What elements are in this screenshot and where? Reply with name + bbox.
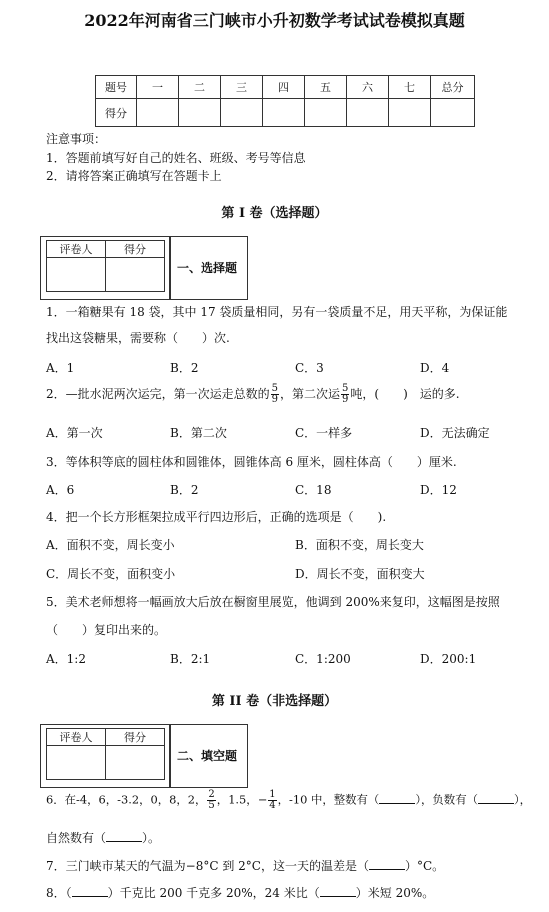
score-cell	[389, 99, 431, 127]
question-text	[46, 829, 160, 846]
section1-label: 一、选择题	[177, 261, 238, 275]
fraction	[268, 790, 276, 811]
question-text-part: 6．在-4，6，-3.2，0，8，2，	[46, 792, 207, 807]
fraction-denominator: 5	[208, 800, 215, 811]
fraction-numerator: 5	[271, 383, 279, 394]
note-item: 2．请将答案正确填写在答题卡上	[46, 169, 222, 183]
option-d: D．12	[420, 483, 457, 497]
option-a: A．6	[46, 483, 75, 497]
option-b: B．2	[170, 361, 199, 375]
question-text: （ ）复印出来的。	[46, 623, 167, 637]
fraction-numerator: 1	[269, 789, 276, 800]
score-cell	[431, 99, 475, 127]
fraction-denominator: 9	[342, 394, 349, 405]
score-header-cell: 总分	[431, 76, 475, 99]
option-a: A．第一次	[46, 426, 103, 440]
option-c: C．周长不变，面积变小	[46, 567, 176, 581]
grader-col-label: 得分	[106, 729, 165, 746]
question-text-part: 7．三门峡市某天的气温为−8°C 到 2°C，这一天的温差是（	[46, 859, 369, 873]
question-text	[46, 857, 444, 874]
grader-table	[46, 240, 165, 292]
score-cell	[221, 99, 263, 127]
question-text-part: ）米短 20%。	[355, 886, 435, 900]
fraction-denominator: 4	[269, 800, 276, 811]
fraction-denominator: 9	[271, 394, 279, 405]
option-a: A．1:2	[46, 652, 86, 666]
score-header-cell: 七	[389, 76, 431, 99]
question-text	[46, 884, 434, 901]
question-text-part: ），负数有（	[415, 792, 478, 807]
option-d: D．无法确定	[420, 426, 490, 440]
page-title: 2022年河南省三门峡市小升初数学考试试卷模拟真题	[84, 11, 465, 30]
question-text-part: ），	[513, 792, 532, 807]
part1-title: 第 I 卷（选择题）	[221, 206, 328, 221]
section2-label: 二、填空题	[177, 749, 238, 763]
grader-cell	[47, 258, 106, 292]
question-text: 4．把一个长方形框架拉成平行四边形后，正确的选项是（ ).	[46, 510, 387, 524]
option-c: C．3	[295, 361, 324, 375]
score-table	[95, 75, 475, 127]
score-cell	[305, 99, 347, 127]
grader-col-label: 评卷人	[47, 729, 106, 746]
question-text-part: 自然数有（	[46, 831, 107, 845]
score-header-cell: 六	[347, 76, 389, 99]
grader-col-label: 得分	[106, 241, 165, 258]
fraction-numerator: 2	[208, 789, 215, 800]
grader-cell	[47, 746, 106, 780]
question-text: 3．等体积等底的圆柱体和圆锥体，圆锥体高 6 厘米，圆柱体高（ ）厘米.	[46, 455, 457, 469]
question-text-part: ，第二次运	[280, 387, 341, 401]
notes-heading: 注意事项：	[46, 132, 107, 146]
score-header-cell: 二	[179, 76, 221, 99]
option-c: C．18	[295, 483, 332, 497]
score-header-cell: 四	[263, 76, 305, 99]
score-table-score-row	[96, 99, 475, 127]
question-text-part: 吨，( ) 运的多.	[350, 387, 460, 401]
fraction-numerator: 5	[342, 383, 349, 394]
option-b: B．第二次	[170, 426, 227, 440]
option-a: A．1	[46, 361, 75, 375]
fraction	[271, 384, 279, 405]
score-cell	[137, 99, 179, 127]
question-text-part: ，1.5，−	[216, 792, 268, 807]
option-b: B．2	[170, 483, 199, 497]
grader-col-label: 评卷人	[47, 241, 106, 258]
answer-blank[interactable]	[369, 857, 405, 870]
question-text-part: ，-10 中，整数有（	[277, 792, 380, 807]
option-d: D．周长不变，面积变大	[295, 567, 425, 581]
question-text-part: ）。	[142, 831, 161, 845]
question-text: 1．一箱糖果有 18 袋，其中 17 袋质量相同，另有一袋质量不足，用天平称，为保证能	[46, 305, 508, 319]
score-cell	[347, 99, 389, 127]
fraction	[207, 790, 215, 811]
grader-cell	[106, 746, 165, 780]
question-text: 找出这袋糖果，需要称（ ）次.	[46, 331, 230, 345]
answer-blank[interactable]	[379, 791, 415, 804]
question-text: 5．美术老师想将一幅画放大后放在橱窗里展览，他调到 200%来复印，这幅图是按照	[46, 595, 500, 609]
score-header-cell: 五	[305, 76, 347, 99]
option-a: A．面积不变，周长变小	[46, 538, 175, 552]
part2-title: 第 II 卷（非选择题）	[211, 694, 338, 709]
option-d: D．200:1	[420, 652, 477, 666]
score-header-cell: 三	[221, 76, 263, 99]
fraction	[341, 384, 349, 405]
question-text-part: 2．—批水泥两次运完，第一次运走总数的	[46, 387, 270, 401]
answer-blank[interactable]	[320, 884, 356, 897]
question-text-part: 8．（	[46, 886, 72, 900]
option-c: C．一样多	[295, 426, 353, 440]
score-cell	[179, 99, 221, 127]
grader-table	[46, 728, 165, 780]
answer-blank[interactable]	[106, 829, 142, 842]
option-b: B．面积不变，周长变大	[295, 538, 424, 552]
question-text-part: ）°C。	[404, 859, 445, 873]
score-table-header-row	[96, 76, 475, 99]
option-c: C．1:200	[295, 652, 351, 666]
question-text-part: ）千克比 200 千克多 20%，24 米比（	[107, 886, 320, 900]
score-cell	[263, 99, 305, 127]
question-text	[46, 384, 460, 405]
option-d: D．4	[420, 361, 450, 375]
grader-cell	[106, 258, 165, 292]
answer-blank[interactable]	[478, 791, 514, 804]
score-header-cell: 题号	[96, 76, 137, 99]
note-item: 1．答题前填写好自己的姓名、班级、考号等信息	[46, 151, 306, 165]
answer-blank[interactable]	[72, 884, 108, 897]
score-row-label: 得分	[96, 99, 137, 127]
option-b: B．2:1	[170, 652, 211, 666]
score-header-cell: 一	[137, 76, 179, 99]
question-text	[46, 790, 531, 811]
